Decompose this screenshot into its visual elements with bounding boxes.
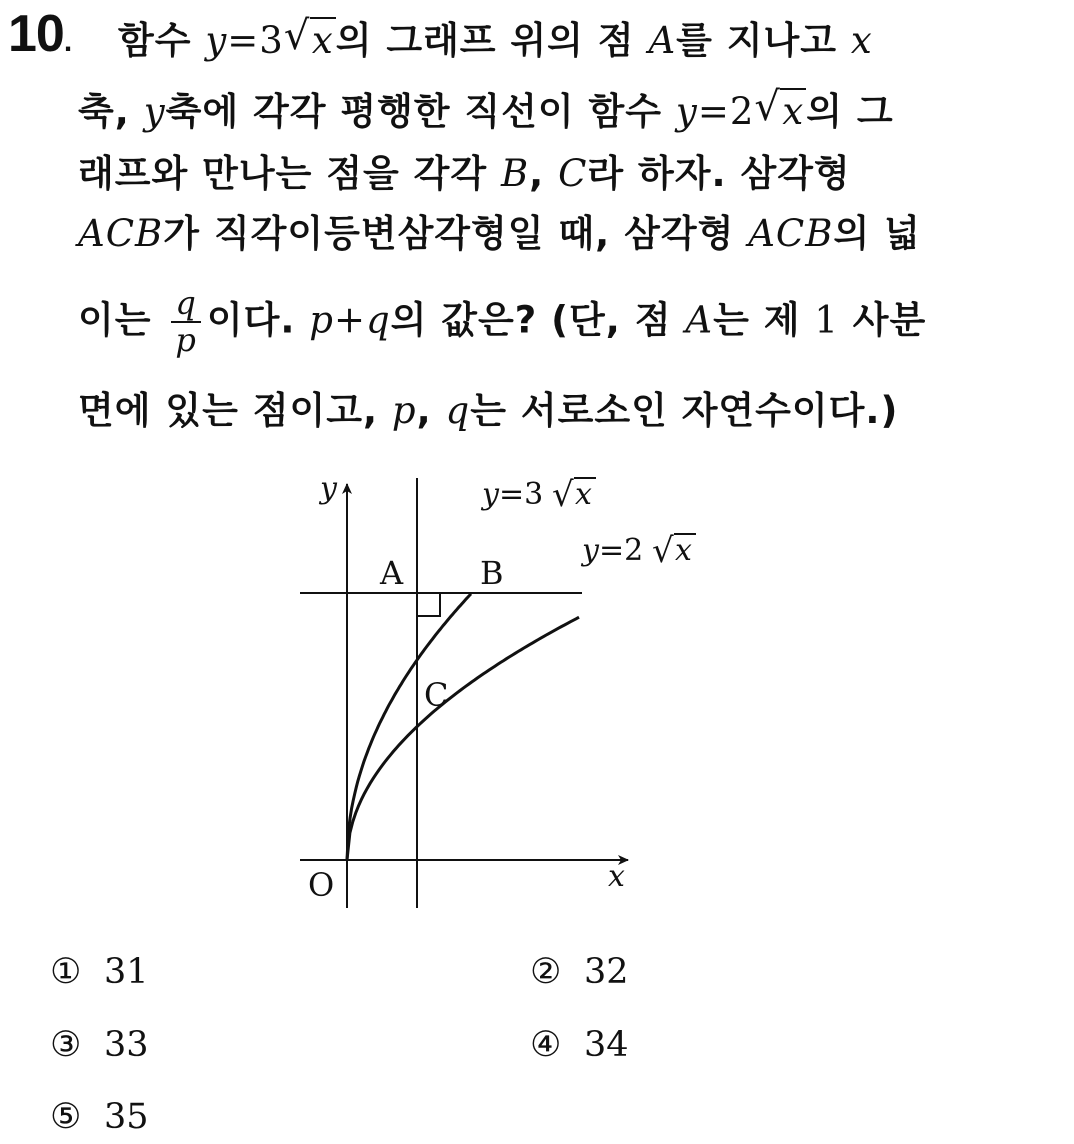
svg-text:√: √ (552, 475, 574, 515)
sqrt-expression: √ x (754, 84, 805, 133)
right-angle-mark (417, 593, 440, 616)
question-line-1: 함수 y=3 √ x의 그래프 위의 점 A를 지나고 x (118, 13, 873, 62)
choice-3[interactable]: ③ 33 (50, 1025, 149, 1065)
y-axis-label: y (320, 471, 337, 506)
question-line-5: 이는 $\frac{q}{p}$ 이다. p+q의 값은? (단, 점 A는 제 1 사분 (78, 284, 927, 360)
svg-text:x: x (675, 533, 692, 568)
curve-y-3sqrtx (347, 594, 471, 860)
origin-label: O (308, 866, 335, 904)
svg-text:x: x (575, 477, 592, 512)
question-number: 10. (8, 5, 72, 63)
question-line-2: 축, y축에 각각 평행한 직선이 함수 y=2 √ x의 그 (78, 84, 894, 133)
question-line-4: ACB가 직각이등변삼각형일 때, 삼각형 ACB의 넓 (78, 212, 921, 255)
point-a-label: A (380, 554, 404, 592)
question-line-6: 면에 있는 점이고, p, q는 서로소인 자연수이다.) (78, 389, 899, 432)
x-axis-label: x (608, 859, 625, 894)
choice-5[interactable]: ⑤ 35 (50, 1097, 149, 1137)
svg-text:√: √ (652, 531, 674, 571)
curve-1-label (480, 475, 596, 515)
point-b-label: B (480, 554, 504, 592)
fraction-q-over-p: $\frac{q}{p}$ (171, 286, 200, 358)
choice-2[interactable]: ② 32 (530, 952, 629, 992)
point-c-label: C (424, 676, 449, 714)
choice-1[interactable]: ① 31 (50, 952, 149, 992)
question-line-3: 래프와 만나는 점을 각각 B, C라 하자. 삼각형 (78, 152, 851, 195)
sqrt-expression: √ x (283, 13, 334, 62)
svg-text:y=3: y=3 (482, 477, 544, 512)
curve-2-label (580, 531, 696, 571)
svg-text:y=2: y=2 (582, 533, 644, 568)
graph-figure (290, 468, 730, 918)
curve-y-2sqrtx (347, 617, 579, 860)
choice-4[interactable]: ④ 34 (530, 1025, 629, 1065)
